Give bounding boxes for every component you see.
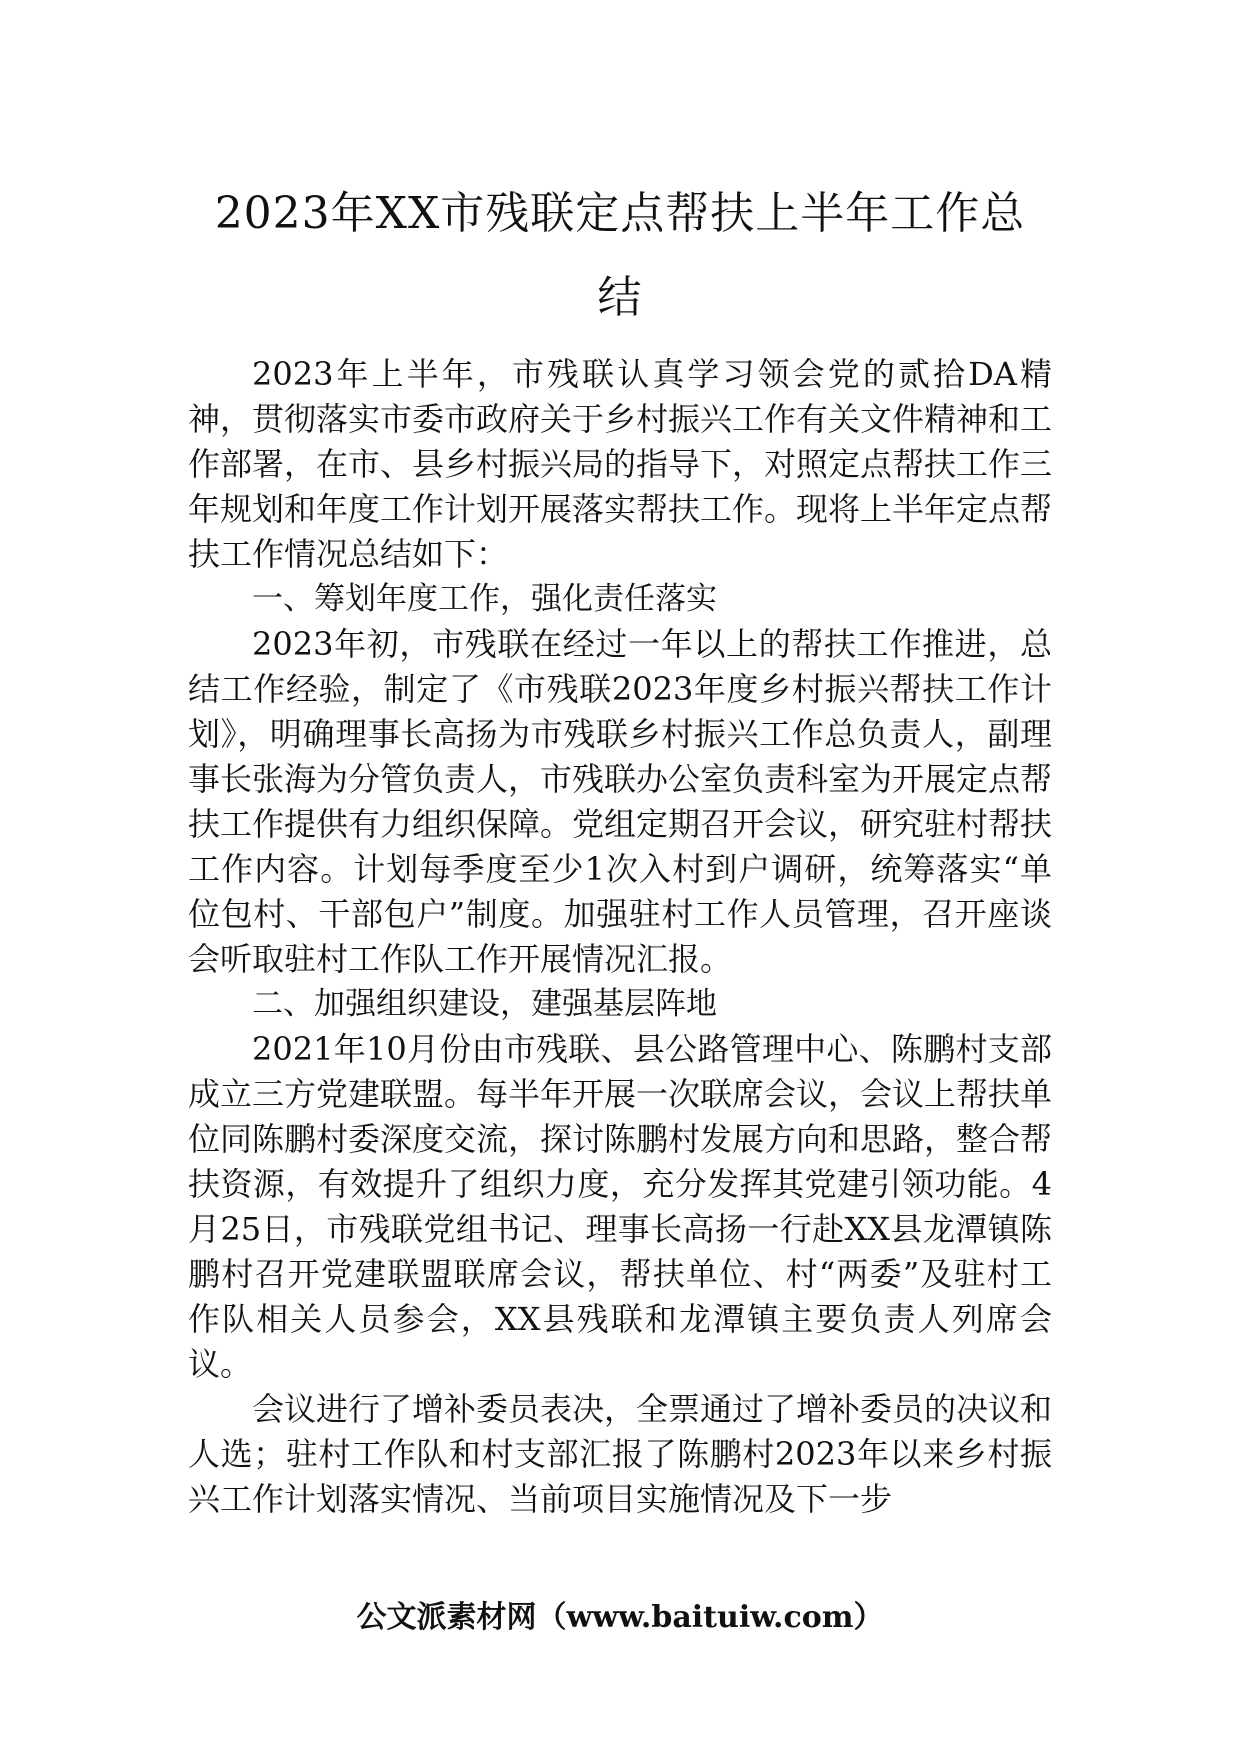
section-2-paragraph-1: 2021年10月份由市残联、县公路管理中心、陈鹏村支部成立三方党建联盟。每半年开展一次联席会议，会议上帮扶单位同陈鹏村委深度交流，探讨陈鹏村发展方向和思路，整合帮扶资源，有效提升了组织力度，充分发挥其党建引领功能。4月25日，市残联党组书记、理事长高扬一行赴XX县龙潭镇陈鹏村召开党建联盟联席会议，帮扶单位、村“两委”及驻村工作队相关人员参会，XX县残联和龙潭镇主要负责人列席会议。: [188, 1030, 1053, 1383]
section-heading-1: 一、筹划年度工作，强化责任落实: [252, 581, 717, 617]
document-title-line-2: 结: [597, 272, 643, 323]
document-title-line-1: 2023年XX市残联定点帮扶上半年工作总: [214, 188, 1026, 239]
footer-source-text: 公文派素材网（www.baituiw.com）: [356, 1600, 884, 1635]
intro-paragraph: 2023年上半年，市残联认真学习领会党的贰拾DA精神，贯彻落实市委市政府关于乡村振兴工作有关文件精神和工作部署，在市、县乡村振兴局的指导下，对照定点帮扶工作三年规划和年度工作计划开展落实帮扶工作。现将上半年定点帮扶工作情况总结如下：: [188, 355, 1053, 573]
document-body: [188, 352, 1052, 1522]
section-2-paragraph-2: 会议进行了增补委员表决，全票通过了增补委员的决议和人选；驻村工作队和村支部汇报了陈鹏村2023年以来乡村振兴工作计划落实情况、当前项目实施情况及下一步: [188, 1390, 1053, 1518]
section-1-paragraph: 2023年初，市残联在经过一年以上的帮扶工作推进，总结工作经验，制定了《市残联2023年度乡村振兴帮扶工作计划》，明确理事长高扬为市残联乡村振兴工作总负责人，副理事长张海为分管负责人，市残联办公室负责科室为开展定点帮扶工作提供有力组织保障。党组定期召开会议，研究驻村帮扶工作内容。计划每季度至少1次入村到户调研，统筹落实“单位包村、干部包户”制度。加强驻村工作人员管理，召开座谈会听取驻村工作队工作开展情况汇报。: [188, 625, 1053, 978]
section-heading-2: 二、加强组织建设，建强基层阵地: [252, 986, 717, 1022]
